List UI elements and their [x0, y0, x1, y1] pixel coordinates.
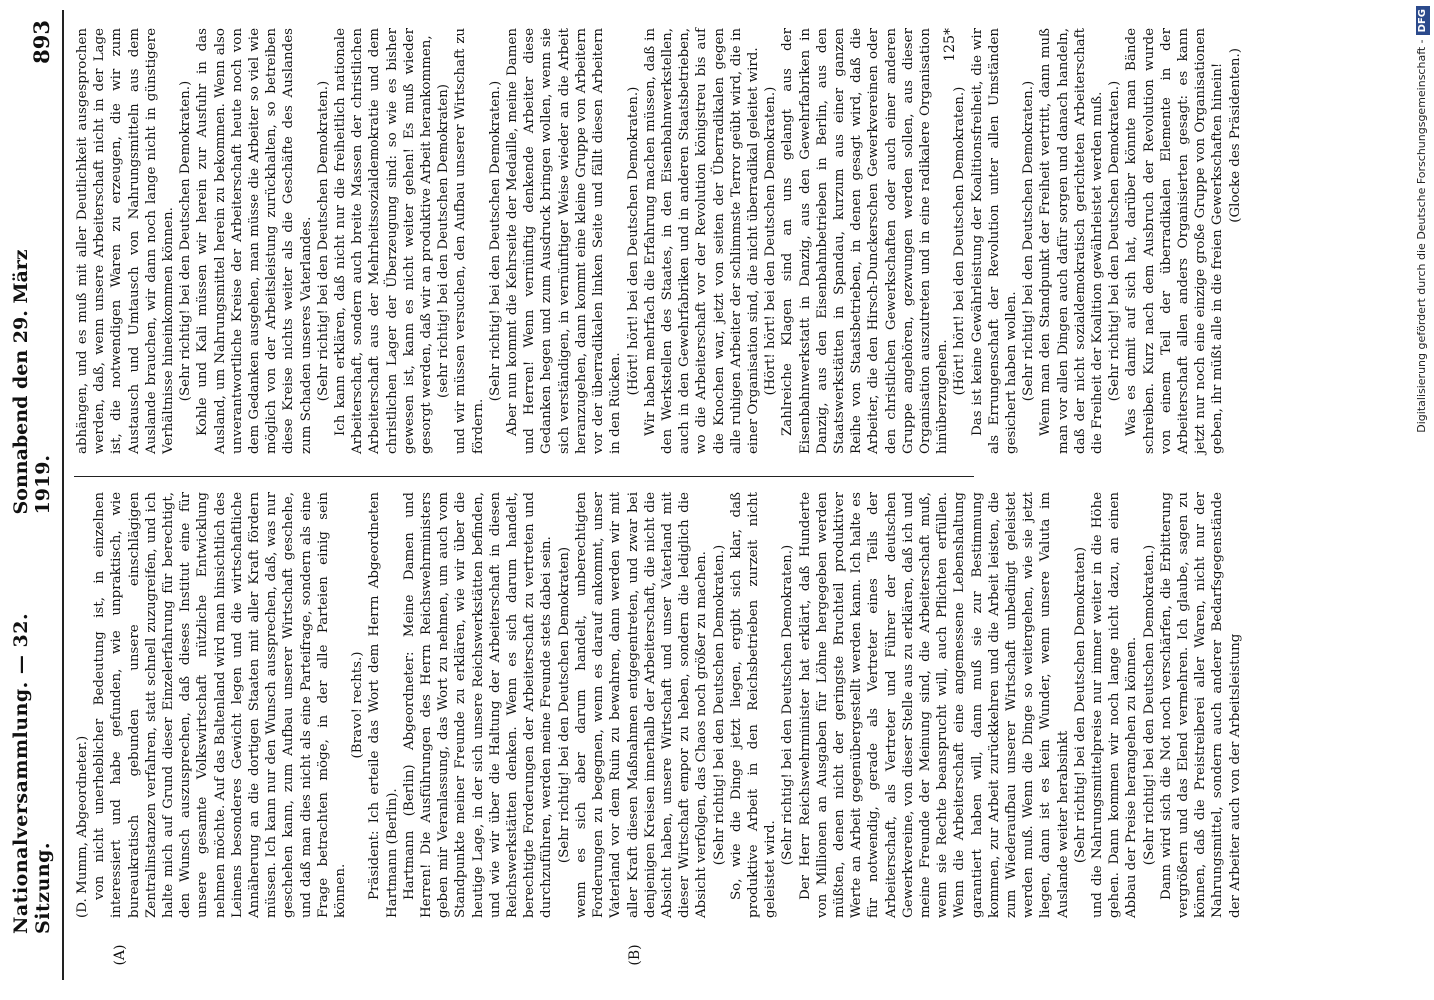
page-signature: 125*	[942, 28, 958, 62]
column-divider	[74, 476, 974, 477]
paragraph: und die Nahrungsmittelpreise nur immer weiter in die Höhe gehen. Dann kommen wir noch lange nicht dazu, an einen Abbau der Preise herangehen zu können.	[1089, 492, 1140, 918]
paragraph: Ich kann erklären, daß nicht nur die freiheitlich nationale Arbeiterschaft, sondern auch breite Massen der christlichen Arbeiterschaft aus der Mehrheitssozialdemokratie und dem christlichen Lager der Überzeugung sind: so wie es bisher gewesen ist, kann es nicht weiter gehen! Es muß wieder gesorgt werden, daß wir an produktive Arbeit herankommen,	[333, 28, 435, 454]
paragraph: Kohle und Kali müssen wir herein zur Ausfuhr in das Ausland, um Nahrungsmittel herein zu bekommen. Wenn also unverantwortliche Kreise der Arbeiterschaft heute noch von dem Gedanken ausgehen, man müsse die Arbeiter so viel wie möglich von der Arbeitsleistung zurückhalten, so betreiben diese Kreise nichts weiter als die Geschäfte des Auslandes zum Schaden unseres Vaterlandes.	[195, 28, 314, 454]
interjection: (Sehr richtig! bei den Deutschen Demokraten.)	[487, 80, 503, 402]
margin-marker-b: (B)	[627, 944, 643, 966]
header-title: Nationalversammlung. — 32. Sitzung.	[10, 612, 54, 934]
interjection: (Hört! hört! bei den Deutschen Demokraten.)	[763, 86, 779, 396]
interjection: (Sehr richtig! bei den Deutschen Demokraten.)	[711, 544, 727, 866]
margin-marker-a: (A)	[112, 944, 128, 966]
paragraph: von nicht unerheblicher Bedeutung ist, in einzelnen interessiert und habe gefunden, wie unpraktisch, wie bureaukratisch gebunden unsere einschlägigen Zentralinstanzen verfahren, statt schnell zuzugreifen, und ich halte mich auf Grund dieser Einzelerfahrung für berechtigt, den Wunsch auszusprechen, daß dieses Institut eine für unsere gesamte Volkswirtschaft nützliche Entwicklung nehmen möchte. Auf das Baltenland wird man hinsichtlich des Leinens besonderes Gewicht legen und die wirtschaftliche Annäherung an die dortigen Staaten mit aller Kraft fördern müssen. Ich kann nur den Wunsch aussprechen, daß, was nur geschehen kann, zum Aufbau unserer Wirtschaft geschehe, und daß man dies nicht als eine Parteifrage, sondern als eine Frage betrachten möge, in der alle Parteien einig sein können.	[92, 492, 349, 918]
text-column-right	[74, 28, 1244, 454]
paragraph: Wir haben mehrfach die Erfahrung machen müssen, daß in den Werkstellen des Staates, in den Eisenbahnwerkstellen, auch in den Gewehrfabriken und in anderen Staatsbetrieben, wo die Arbeiterschaft vor der Revolution königstreu bis auf die Knochen war, jetzt von seiten der Überradikalen gegen alle ruhigen Arbeiter der schlimmste Terror geübt wird, die in einer Organisation sind, die nicht überradikal geleitet wird.	[642, 28, 761, 454]
speaker-label: (D. Mumm, Abgeordneter.)	[75, 735, 90, 918]
paragraph: wenn es sich aber darum handelt, unberechtigten Forderungen zu begegnen, wenn es darauf ankommt, unser Vaterland vor dem Ruin zu bewahren, dann werden wir mit aller Kraft diesen Maßnahmen entgegentreten, und zwar bei denjenigen Kreisen innerhalb der Arbeiterschaft, die nicht die Absicht haben, unsere Wirtschaft und unser Vaterland mit dieser Wirtschaft empor zu heben, sondern die lediglich die Absicht verfolgen, das Chaos noch größer zu machen.	[573, 492, 710, 918]
interjection: (Sehr richtig! bei den Deutschen Demokraten)	[1072, 546, 1088, 864]
paragraph: Hartmann (Berlin) Abgeordneter: Meine Damen und Herren! Die Ausführungen des Herrn Reichswehrministers geben mir Veranlassung, das Wort zu nehmen, um auch vom Standpunkte meiner Freunde zu erklären, wie wir über die heutige Lage, in der sich unsere Reichswerkstätten befinden, und wie wir über die Haltung der Arbeiterschaft in diesen Reichswerkstätten denken. Wenn es sich darum handelt, berechtigte Forderungen der Arbeiterschaft zu vertreten und durchzuführen, werden meine Freunde stets dabei sein.	[401, 492, 555, 918]
paragraph: Präsident: Ich erteile das Wort dem Herrn Abgeordneten Hartmann (Berlin).	[367, 492, 400, 918]
paragraph: abhängen, und es muß mit aller Deutlichkeit ausgesprochen werden, daß, wenn unsere Arbeiterschaft nicht in der Lage ist, die notwendigen Waren zu erzeugen, die wir zum Austausch und Umtausch von Nahrungsmitteln aus dem Auslande brauchen, wir dann noch lange nicht in günstigere Verhältnisse hineinkommen können.	[75, 28, 177, 454]
interjection: (Hört! hört! bei den Deutschen Demokraten.)	[625, 86, 641, 396]
digitization-notice	[1412, 6, 1432, 996]
paragraph: So, wie die Dinge jetzt liegen, ergibt sich klar, daß produktive Arbeit in den Reichsbetrieben zurzeit nicht geleistet wird.	[728, 492, 779, 918]
page-number: 893	[29, 20, 54, 64]
paragraph: Was es damit auf sich hat, darüber könnte man Bände schreiben. Kurz nach dem Ausbruch der Revolution wurde von einem Teil der überradikalen Elemente in der Arbeiterschaft allen anders Organisierten gesagt: es kann jetzt nur noch eine einzige große Gruppe von Organisationen geben, ihr müßt alle in die freien Gewerkschaften hinein!	[1124, 28, 1226, 454]
header-date: Sonnabend den 29. März 1919.	[10, 249, 54, 515]
paragraph: und wir müssen versuchen, den Aufbau unserer Wirtschaft zu fördern.	[453, 28, 486, 454]
interjection: (Sehr richtig! bei den Deutschen Demokraten.)	[315, 80, 331, 402]
interjection: (Sehr richtig! bei den Deutschen Demokraten.)	[1141, 544, 1157, 866]
interjection: (sehr richtig! bei den Deutschen Demokraten)	[436, 84, 452, 398]
paragraph: Der Herr Reichswehrminister hat erklärt, daß Hunderte von Millionen an Ausgaben für Löhne hergegeben werden müßten, denen nicht der geringste Bruchteil produktiver Werte an Arbeit gegenübergestellt werden kann. Ich halte es für notwendig, gerade als Vertreter eines Teils der Arbeiterschaft, als Vertreter und Führer der deutschen Gewerkvereine, von dieser Stelle aus zu erklären, daß ich und meine Freunde der Meinung sind, die Arbeiterschaft muß, wenn sie Rechte beansprucht will, auch Pflichten erfüllen. Wenn die Arbeiterschaft eine angemessene Lebenshaltung garantiert haben will, dann muß sie zur Bestimmung kommen, zur Arbeit zurückkehren und die Arbeit leisten, die zum Wiederaufbau unserer Wirtschaft unbedingt geleistet werden muß. Wenn die Dinge so weitergehen, wie sie jetzt liegen, dann ist es kein Wunder, wenn unsere Valuta im Auslande weiter herabsinkt	[797, 492, 1071, 918]
newspaper-page	[12, 10, 1342, 980]
interjection: (Bravo! rechts.)	[350, 651, 366, 759]
paragraph: Wenn man den Standpunkt der Freiheit vertritt, dann muß man vor allen Dingen auch dafür sorgen und danach handeln, daß der nicht sozialdemokratisch gerichteten Arbeiterschaft die Freiheit der Koalition gewährleistet werden muß.	[1038, 28, 1105, 454]
dfg-logo: DFG	[1416, 6, 1430, 35]
interjection: (Sehr richtig! bei den Deutschen Demokraten.)	[1021, 80, 1037, 402]
interjection: (Sehr richtig! bei den Deutschen Demokraten)	[556, 546, 572, 864]
interjection: (Sehr richtig! bei den Deutschen Demokraten.)	[1107, 80, 1123, 402]
interjection: (Glocke des Präsidenten.)	[1227, 48, 1243, 223]
page-header	[12, 10, 64, 980]
interjection: (Sehr richtig! bei den Deutschen Demokraten.)	[780, 544, 796, 866]
paragraph: Aber nun kommt die Kehrseite der Medaille, meine Damen und Herren! Wenn vernünftig denkende Arbeiter diese Gedanken hegen und zum Ausdruck bringen wollen, wenn sie sich verständigen, in vernünftiger Weise wieder an die Arbeit heranzugehen, dann kommt eine kleine Gruppe von Arbeitern vor der überradikalen linken Seite und fällt diesen Arbeitern in den Rücken.	[505, 28, 624, 454]
interjection: (Sehr richtig! bei den Deutschen Demokraten.)	[178, 80, 194, 402]
paragraph: Dann wird sich die Not noch verschärfen, die Erbitterung vergrößern und das Elend vermehren. Ich glaube, sagen zu können, daß die Preistreiberei aller Waren, nicht nur der Nahrungsmittel, sondern auch anderer Bedarfsgegenstände der Arbeiter auch von der Arbeitsleistung	[1158, 492, 1243, 918]
digitization-text: Digitalisierung gefördert durch die Deutsche Forschungsgemeinschaft -	[1415, 39, 1428, 433]
paragraph: Das ist keine Gewährleistung der Koalitionsfreiheit, die wir als Errungenschaft der Revolution unter allen Umständen gesichert haben wollen.	[969, 28, 1019, 454]
paragraph: Zahlreiche Klagen sind an uns gelangt aus der Eisenbahnwerkstatt in Danzig, aus den Gewehrfabriken in Danzig, aus den Eisenbahnbetrieben in Berlin, aus den Staatswerkstätten in Spandau, kurzum aus einer ganzen Reihe von Staatsbetrieben, in denen gesagt wird, daß die Arbeiter, die den Hirsch-Dunckerschen Gewerkvereinen oder den christlichen Gewerkschaften oder auch einer anderen Gruppe angehören, gezwungen werden sollen, aus dieser Organisation auszutreten und in eine radikalere Organisation hinüberzugehen.	[780, 28, 951, 454]
interjection: (Hört! hört! bei den Deutschen Demokraten.)	[952, 86, 968, 396]
text-column-left	[74, 492, 1244, 918]
